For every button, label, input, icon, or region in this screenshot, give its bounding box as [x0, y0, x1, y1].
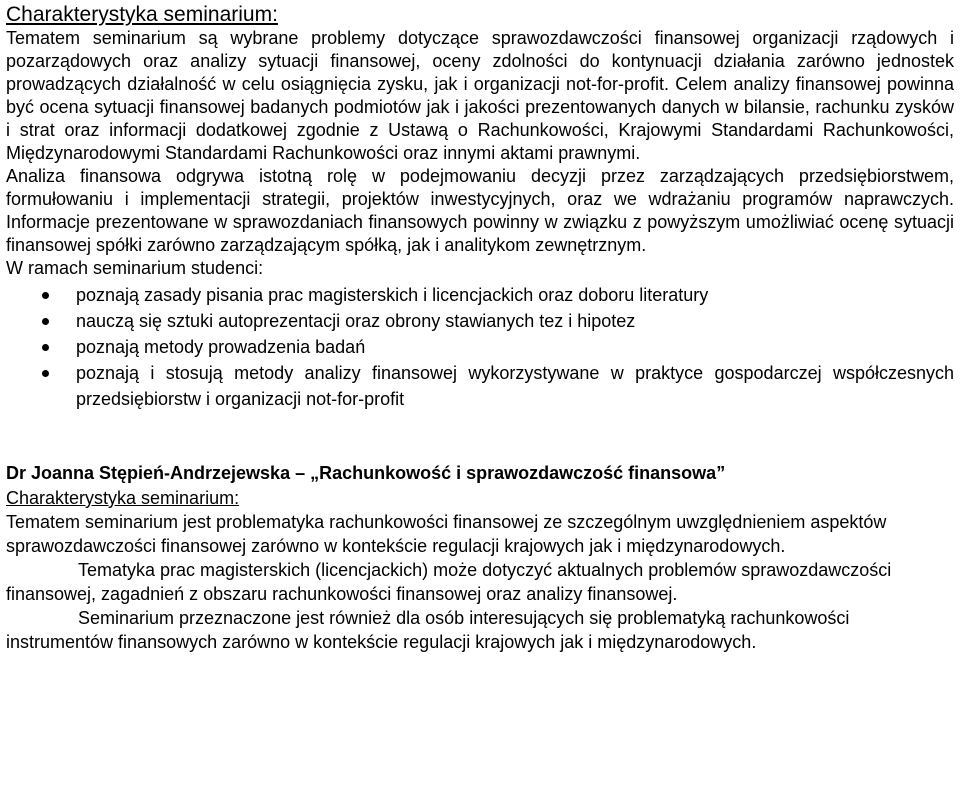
bullet-icon: [42, 318, 49, 325]
list-item: [6, 308, 954, 334]
list-item: [6, 360, 954, 412]
section2-paragraph-2: Tematyka prac magisterskich (licencjackich) może dotyczyć aktualnych problemów sprawozdawczości finansowej, zagadnień z obszaru rachunkowości finansowej oraz analizy finansowej.: [6, 560, 892, 604]
list-item-text: poznają zasady pisania prac magisterskich i licencjackich oraz doboru literatury: [76, 285, 709, 305]
bullet-icon: [42, 292, 49, 299]
section2-paragraph-3: Seminarium przeznaczone jest również dla osób interesujących się problematyką rachunkowości instrumentów finansowych zarówno w kontekście regulacji krajowych jak i międzynarodowych.: [6, 608, 850, 652]
section2-title: Dr Joanna Stępień-Andrzejewska – „Rachunkowość i sprawozdawczość finansowa”: [6, 463, 726, 483]
section1-bullet-list: [6, 282, 954, 412]
bullet-icon: [42, 344, 49, 351]
list-item-text: nauczą się sztuki autoprezentacji oraz obrony stawianych tez i hipotez: [76, 311, 636, 331]
section2-heading: Charakterystyka seminarium:: [6, 488, 240, 508]
section2: [6, 460, 954, 654]
section1-list-lead: W ramach seminarium studenci:: [6, 258, 264, 278]
list-item: [6, 334, 954, 360]
bullet-icon: [42, 370, 49, 377]
section2-paragraph-1: Tematem seminarium jest problematyka rachunkowości finansowej ze szczególnym uwzględnieniem aspektów sprawozdawczości finansowej zarówno w kontekście regulacji krajowych jak i międzynarodowych.: [6, 512, 887, 556]
list-item: [6, 282, 954, 308]
section1-intro-paragraph: Tematem seminarium są wybrane problemy dotyczące sprawozdawczości finansowej organizacji rządowych i pozarządowych oraz analizy sytuacji finansowej, oceny zdolności do kontynuacji działania zarówno jednostek prowadzących działalność w celu osiągnięcia zysku, jak i organizacji not-for-profit. Celem analizy finansowej powinna być ocena sytuacji finansowej badanych podmiotów jak i jakości prezentowanych danych w bilansie, rachunku zysków i strat oraz informacji dodatkowej zgodnie z Ustawą o Rachunkowości, Krajowymi Standardami Rachunkowości, Międzynarodowymi Standardami Rachunkowości oraz innymi aktami prawnymi.: [6, 28, 954, 163]
list-item-text: poznają i stosują metody analizy finansowej wykorzystywane w praktyce gospodarczej współczesnych przedsiębiorstw i organizacji not-for-profit: [76, 363, 954, 409]
list-item-text: poznają metody prowadzenia badań: [76, 337, 366, 357]
section1-analysis-paragraph: Analiza finansowa odgrywa istotną rolę w podejmowaniu decyzji przez zarządzających przedsiębiorstwem, formułowaniu i implementacji strategii, projektów inwestycyjnych, oraz we wdrażaniu programów naprawczych. Informacje prezentowane w sprawozdaniach finansowych powinny w związku z powyższym umożliwiać ocenę sytuacji finansowej spółki zarówno zarządzającym spółką, jak i analitykom zewnętrznym.: [6, 166, 954, 255]
section1-heading: Charakterystyka seminarium:: [6, 3, 278, 26]
